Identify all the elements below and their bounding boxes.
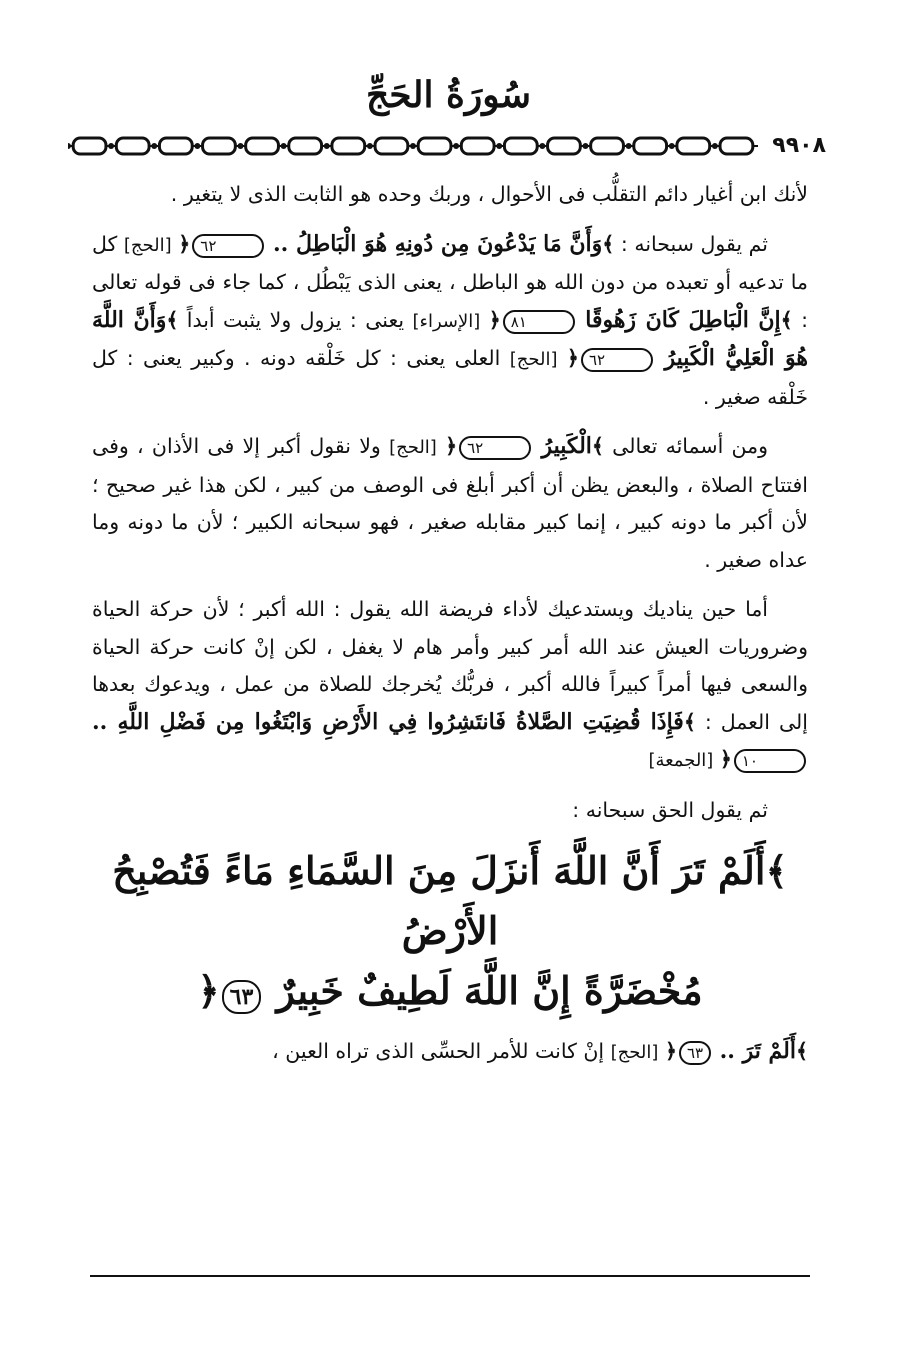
- chain-bead: [669, 143, 675, 149]
- chain-link: [591, 138, 624, 154]
- surah-reference: [الحج]: [389, 437, 437, 458]
- chain-link: [332, 138, 365, 154]
- text-run: ثم يقول سبحانه :: [614, 231, 768, 256]
- chain-bead: [238, 143, 244, 149]
- surah-reference: [الإسراء]: [412, 310, 481, 332]
- chain-link: [548, 138, 581, 154]
- surah-reference: [الحج]: [123, 234, 172, 256]
- quran-verse: أَلَمْ تَرَ ..: [719, 1038, 796, 1064]
- chain-link: [720, 138, 753, 154]
- quran-verse: فَإِذَا قُضِيَتِ الصَّلاةُ فَانتَشِرُوا فِي الأَرْضِ وَابْتَغُوا مِن فَضْلِ اللَّهِ ..: [92, 708, 684, 735]
- chain-bead: [194, 143, 200, 149]
- paragraph-5: ثم يقول الحق سبحانه :: [572, 797, 768, 822]
- chain-bead: [453, 143, 459, 149]
- quran-verse: وَأَنَّ اللَّهَ هُوَ الْعَلِيُّ الْكَبِيرُ: [92, 306, 808, 371]
- chain-link: [418, 138, 451, 154]
- surah-reference: [الحج]: [610, 1042, 659, 1063]
- verse-text: أَلَمْ تَرَ أَنَّ اللَّهَ أَنزَلَ مِنَ السَّمَاءِ مَاءً فَتُصْبِحُ الأَرْضُ: [112, 848, 766, 953]
- chain-link: [73, 138, 106, 154]
- chain-bead: [712, 143, 718, 149]
- chain-link: [634, 138, 667, 154]
- chain-bead: [496, 143, 502, 149]
- ayah-number: ١٠: [734, 749, 806, 773]
- quran-verse: الْكَبِيرُ: [541, 433, 592, 459]
- verse-close-ornament: ﴿: [566, 346, 579, 370]
- header-band: [68, 130, 832, 162]
- verse-open-ornament: ﴾: [602, 231, 615, 256]
- text-run: ولا نقول أكبر إلا فى الأذان ، وفى افتتاح الصلاة ، والبعض يظن أن أكبر أبلغ فى الوصف من كبير ، لكن هذا غير صحيح ؛ لأن أكبر ما دونه كبير ، إنما كبير مقابله صغير ، فهو سبحانه الكبير ؛ لأن ما دونه وما عداه صغير .: [92, 434, 808, 572]
- text-run: كل ما تدعيه أو تعبده من دون الله هو الباطل ، يعنى الذى يَبْطُل ، كما جاء فى قوله تعالى :: [92, 231, 808, 332]
- chain-bead: [151, 143, 157, 149]
- featured-verse-line-1: [82, 841, 818, 961]
- featured-verse-line-2: [82, 961, 818, 1021]
- chain-link: [504, 138, 537, 154]
- surah-reference: [الحج]: [509, 349, 558, 370]
- verse-open-ornament: ﴾: [166, 307, 179, 332]
- chain-bead: [281, 143, 287, 149]
- chain-bead: [68, 143, 71, 149]
- verse-close-ornament: ﴿: [664, 1039, 677, 1063]
- chain-link: [289, 138, 322, 154]
- quran-verse: وَأَنَّ مَا يَدْعُونَ مِن دُونِهِ هُوَ الْبَاطِلُ ..: [272, 230, 603, 257]
- chain-bead: [410, 143, 416, 149]
- quran-verse: إِنَّ الْبَاطِلَ كَانَ زَهُوقًا: [585, 306, 781, 333]
- verse-open-ornament: ﴾: [780, 307, 793, 332]
- chain-bead: [108, 143, 114, 149]
- paragraph-2: [92, 226, 808, 417]
- ayah-number: ٦٢: [581, 348, 653, 372]
- chain-link: [246, 138, 279, 154]
- text-run: يعنى : يزول ولا يثبت أبداً: [178, 307, 413, 332]
- verse-open-ornament: ﴾: [765, 848, 788, 893]
- verse-open-ornament: ﴾: [683, 709, 696, 734]
- verse-close-ornament: ﴿: [719, 747, 732, 771]
- verse-close-ornament: ﴿: [488, 307, 501, 332]
- featured-verse: [82, 841, 818, 1021]
- paragraph-4: [92, 591, 808, 780]
- verse-open-ornament: ﴾: [591, 434, 604, 458]
- chain-link: [116, 138, 149, 154]
- text-run: ومن أسمائه تعالى: [603, 434, 768, 458]
- bottom-rule: [90, 1275, 810, 1277]
- text-run: أما حين يناديك ويستدعيك لأداء فريضة الله يقول : الله أكبر ؛ لأن حركة الحياة وضروريات العيش عند الله أمر كبير وأمر هام لا يغفل ، لكن إنْ كانت حركة الحياة والسعى فيها أمراً كبيراً فالله أكبر ، فربُّك يُخرجك للصلاة من عمل ، ويدعوك بعدها إلى العمل :: [92, 597, 808, 734]
- chain-bead: [539, 143, 545, 149]
- chain-bead: [324, 143, 330, 149]
- ayah-number: ٦٣: [679, 1041, 711, 1065]
- ayah-number: ٦٢: [459, 436, 531, 460]
- ayah-number: ٦٢: [192, 234, 264, 258]
- surah-reference: [الجمعة]: [648, 750, 714, 771]
- ayah-number: ٨١: [503, 310, 575, 334]
- verse-close-ornament: ﴿: [178, 231, 191, 256]
- chain-bead: [367, 143, 373, 149]
- surah-title: سُورَةُ الحَجِّ: [366, 74, 531, 116]
- verse-close-ornament: ﴿: [445, 434, 458, 458]
- chain-link: [375, 138, 408, 154]
- paragraph-1: لأنك ابن أغيار دائم التقلُّب فى الأحوال ، وربك وحده هو الثابت الذى لا يتغير .: [170, 182, 808, 206]
- paragraph-3: [92, 428, 808, 579]
- chain-link: [159, 138, 192, 154]
- verse-open-ornament: ﴾: [795, 1039, 808, 1063]
- text-run: العلى يعنى : كل خَلْقه دونه . وكبير يعنى : كل خَلْقه صغير .: [92, 346, 808, 409]
- chain-bead: [583, 143, 589, 149]
- page-number: ٩٩٠٨: [768, 130, 832, 162]
- verse-text: مُخْضَرَّةً إِنَّ اللَّهَ لَطِيفٌ خَبِيرٌ: [276, 968, 703, 1013]
- chain-bead: [626, 143, 632, 149]
- chain-link: [677, 138, 710, 154]
- chain-link: [203, 138, 236, 154]
- page-body: [92, 176, 808, 1084]
- paragraph-6: [92, 1033, 808, 1072]
- ornamental-chain-divider: [68, 136, 758, 156]
- text-run: إنْ كانت للأمر الحسِّى الذى تراه العين ،: [272, 1039, 611, 1063]
- chain-link: [461, 138, 494, 154]
- verse-close-ornament: ﴿: [197, 968, 220, 1013]
- ayah-number: ٦٣: [222, 980, 262, 1014]
